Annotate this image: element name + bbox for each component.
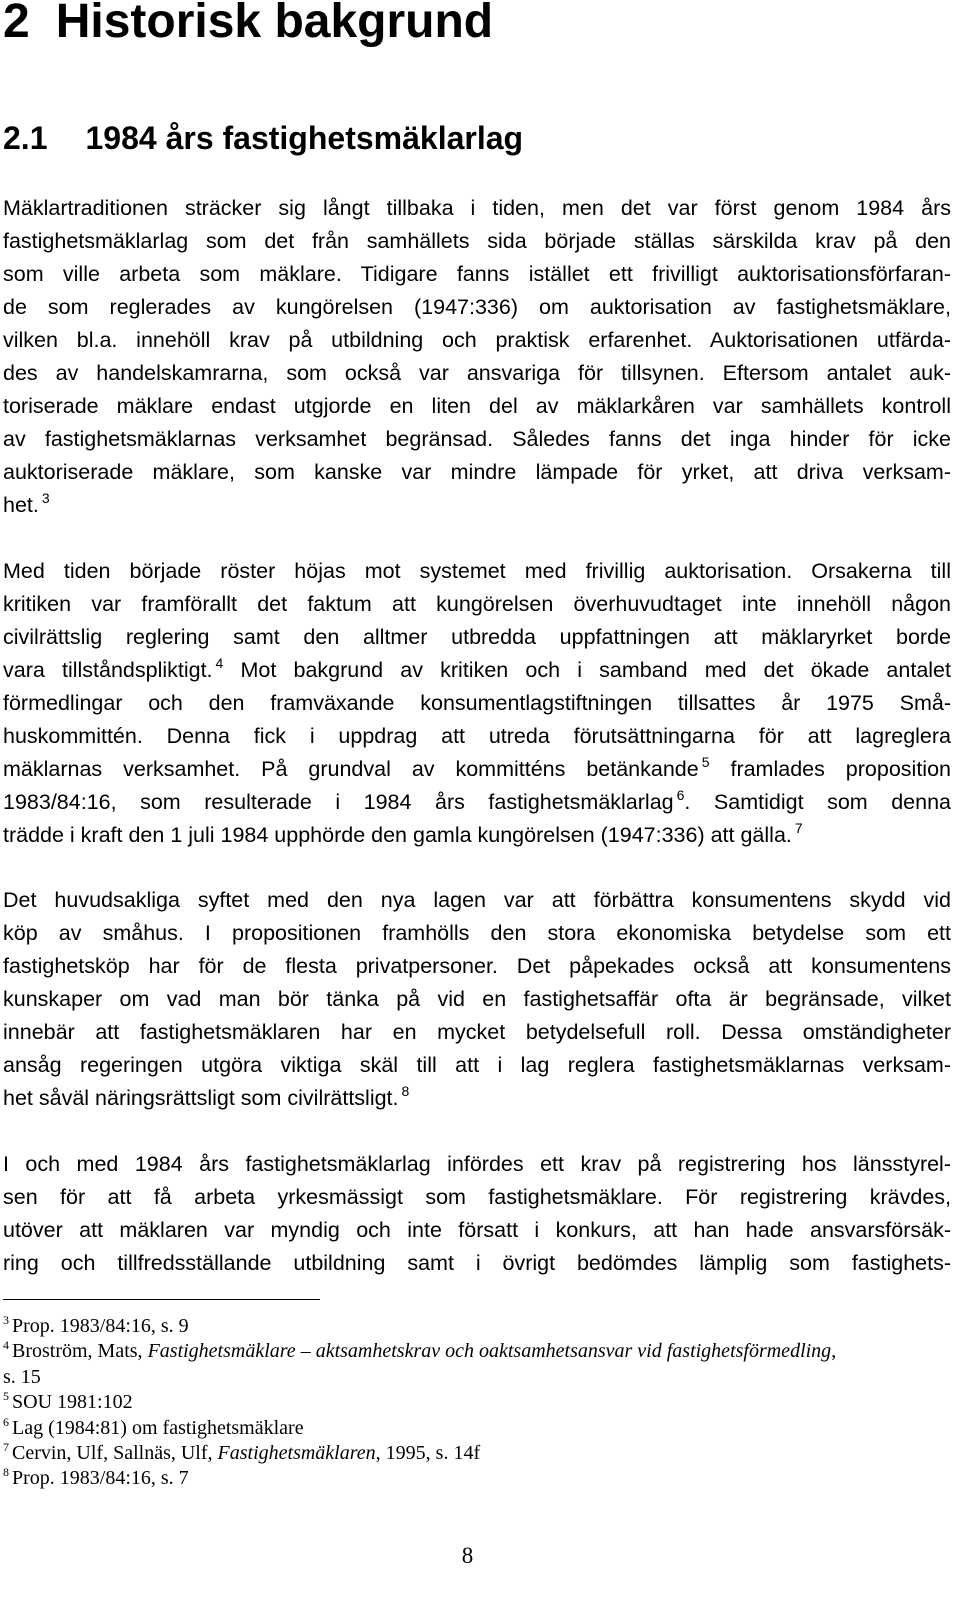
page-number: 8: [461, 1543, 474, 1568]
text-line: [3, 1082, 951, 1115]
footnote-7: [3, 1441, 943, 1466]
footnote-5: [3, 1390, 943, 1415]
text-line: fastighetsmäklarlag som det från samhällets sida började ställas särskilda krav på den: [3, 229, 951, 253]
text-fragment: het.: [3, 493, 39, 517]
text-fragment: mäklarnas verksamhet. På grundval av kommitténs betänkande: [3, 757, 699, 781]
text-line: vilken bl.a. innehöll krav på utbildning och praktisk erfarenhet. Auktorisationen utfärda-: [3, 328, 951, 352]
footnote-text: Cervin, Ulf, Sallnäs, Ulf,: [12, 1442, 218, 1465]
footnote-text: Prop. 1983/84:16, s. 7: [12, 1467, 189, 1490]
text-line: utöver att mäklaren var myndig och inte försatt i konkurs, att han hade ansvarsförsäk-: [3, 1218, 951, 1242]
paragraph-3: [3, 884, 951, 1115]
footnote-ref[interactable]: 7: [794, 820, 803, 836]
text-line: Det huvudsakliga syftet med den nya lagen var att förbättra konsumentens skydd vid: [3, 888, 951, 912]
footnote-text: Lag (1984:81) om fastighetsmäklare: [12, 1416, 304, 1439]
footnote-number: 7: [3, 1440, 9, 1455]
text-line: kritiken var framförallt det faktum att kungörelsen överhuvudtaget inte innehöll någon: [3, 592, 951, 616]
footnote-text: ,: [831, 1340, 837, 1363]
text-line: [3, 489, 951, 522]
text-line: civilrättslig reglering samt den alltmer utbredda uppfattningen att mäklaryrket borde: [3, 625, 951, 649]
chapter-title: Historisk bakgrund: [55, 0, 494, 48]
text-line: de som reglerades av kungörelsen (1947:336) om auktorisation av fastighetsmäklare,: [3, 295, 951, 319]
text-line: [3, 819, 951, 852]
footnote-number: 5: [3, 1389, 9, 1404]
chapter-heading: [3, 0, 493, 52]
text-line: Med tiden började röster höjas mot systemet med frivillig auktorisation. Orsakerna till: [3, 559, 951, 583]
footnote-number: 6: [3, 1414, 9, 1429]
text-fragment: Mot bakgrund av kritiken och i samband med det ökade antalet: [240, 658, 951, 682]
footnote-ref[interactable]: 8: [401, 1083, 410, 1099]
text-fragment: framlades proposition: [730, 757, 951, 781]
footnotes: [3, 1314, 943, 1492]
footnote-8: [3, 1466, 943, 1491]
footnote-number: 8: [3, 1465, 9, 1480]
text-line: fastighetsköp har för de flesta privatpersoner. Det påpekades också att konsumentens: [3, 954, 951, 978]
text-line: [3, 753, 951, 786]
footnote-number: 4: [3, 1338, 9, 1353]
text-line: ring och tillfredsställande utbildning samt i övrigt bedömdes lämplig som fastighets-: [3, 1251, 951, 1275]
text-line: av fastighetsmäklarnas verksamhet begränsad. Således fanns det inga hinder för icke: [3, 427, 951, 451]
text-line: köp av småhus. I propositionen framhölls den stora ekonomiska betydelse som ett: [3, 921, 951, 945]
footnote-6: [3, 1416, 943, 1441]
text-fragment: . Samtidigt som denna: [684, 790, 951, 814]
footnote-ref[interactable]: 4: [215, 655, 224, 671]
text-line: auktoriserade mäklare, som kanske var mindre lämpade för yrket, att driva verksam-: [3, 460, 951, 484]
footnote-3: [3, 1314, 943, 1339]
text-line: förmedlingar och den framväxande konsumentlagstiftningen tillsattes år 1975 Små-: [3, 691, 951, 715]
text-line: kunskaper om vad man bör tänka på vid en fastighetsaffär ofta är begränsade, vilket: [3, 987, 951, 1011]
chapter-number: 2: [3, 0, 30, 48]
text-line: I och med 1984 års fastighetsmäklarlag infördes ett krav på registrering hos länsstyrel-: [3, 1152, 951, 1176]
section-heading: [3, 118, 523, 158]
text-line: som ville arbeta som mäklare. Tidigare fanns istället ett frivilligt auktorisationsförfaran-: [3, 262, 951, 286]
text-line: toriserade mäklare endast utgjorde en liten del av mäklarkåren var samhällets kontroll: [3, 394, 951, 418]
footnote-text: Broström, Mats,: [12, 1340, 148, 1363]
footnote-4: [3, 1339, 943, 1364]
text-line: ansåg regeringen utgöra viktiga skäl till att i lag reglera fastighetsmäklarnas verksam-: [3, 1053, 951, 1077]
footnote-title: Fastighetsmäklaren: [217, 1442, 376, 1465]
text-line: huskommittén. Denna fick i uppdrag att utreda förutsättningarna för att lagreglera: [3, 724, 951, 748]
footnote-number: 3: [3, 1313, 9, 1327]
footnote-title: Fastighetsmäklare – aktsamhetskrav och oaktsamhetsansvar vid fastighetsförmedling: [147, 1340, 832, 1363]
section-number: 2.1: [3, 120, 48, 156]
section-title: 1984 års fastighetsmäklarlag: [85, 120, 524, 156]
text-line: [3, 786, 951, 819]
text-fragment: vara tillståndspliktigt.: [3, 658, 213, 682]
footnote-ref[interactable]: 6: [676, 787, 685, 803]
text-line: innebär att fastighetsmäklaren har en mycket betydelsefull roll. Dessa omständigheter: [3, 1020, 951, 1044]
text-fragment: 1983/84:16, som resulterade i 1984 års fastighetsmäklarlag: [3, 790, 674, 814]
footnote-ref[interactable]: 3: [41, 490, 50, 506]
text-line: sen för att få arbeta yrkesmässigt som fastighetsmäklare. För registrering krävdes,: [3, 1185, 951, 1209]
footnote-separator: [3, 1299, 320, 1300]
footnote-text: , 1995, s. 14f: [375, 1442, 481, 1465]
footnote-4-continued: s. 15: [3, 1365, 41, 1388]
text-line: Mäklartraditionen sträcker sig långt tillbaka i tiden, men det var först genom 1984 års: [3, 196, 951, 220]
text-fragment: trädde i kraft den 1 juli 1984 upphörde den gamla kungörelsen (1947:336) att gälla.: [3, 823, 792, 847]
footnote-ref[interactable]: 5: [701, 754, 710, 770]
footnote-text: Prop. 1983/84:16, s. 9: [12, 1315, 189, 1337]
text-line: [3, 654, 951, 687]
paragraph-4: [3, 1148, 951, 1280]
text-line: des av handelskamrarna, som också var ansvariga för tillsynen. Eftersom antalet auk-: [3, 361, 951, 385]
text-fragment: het såväl näringsrättsligt som civilrättsligt.: [3, 1086, 399, 1110]
paragraph-1: [3, 192, 951, 522]
paragraph-2: [3, 555, 951, 852]
footnote-text: SOU 1981:102: [12, 1391, 133, 1414]
